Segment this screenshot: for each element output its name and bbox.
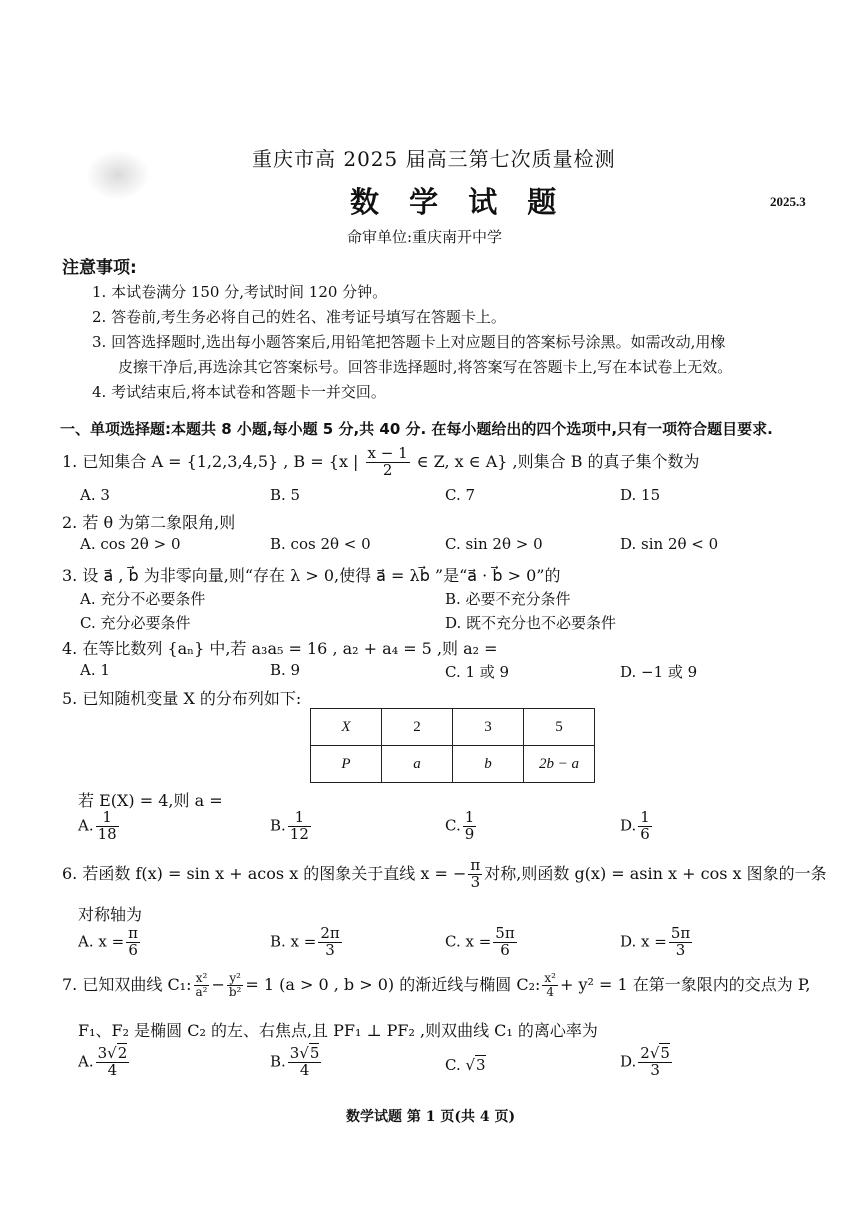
q5-option-b [270, 810, 313, 843]
q7-hyperbola-x-frac [194, 972, 210, 998]
q6-stem-part: 对称,则函数 g(x) = asin x + cos x 图象的一条 [484, 863, 827, 883]
table-cell: 2 [382, 709, 453, 746]
q7-stem-part: = 1 (a > 0 , b > 0) 的渐近线与椭圆 C₂: [245, 975, 541, 994]
option-label: A. [78, 816, 94, 835]
q2-option-c: C. sin 2θ > 0 [445, 535, 543, 553]
radicand: 5 [660, 1044, 670, 1062]
coef: 3 [289, 1044, 300, 1062]
q3-option-d: D. 既不充分也不必要条件 [445, 614, 617, 632]
frac-den: 6 [500, 940, 510, 959]
question-2-stem: 2. 若 θ 为第二象限角,则 [62, 513, 236, 532]
option-fraction [638, 1046, 672, 1079]
q7-ellipse-frac [542, 972, 558, 998]
radicand: 3 [476, 1056, 486, 1074]
frac-den: 18 [97, 824, 117, 843]
table-cell: 2b − a [524, 746, 595, 783]
option-label: D. [620, 1052, 637, 1071]
q4-option-b: B. 9 [270, 661, 301, 679]
q5-option-a [78, 810, 121, 843]
q7-option-d [620, 1046, 674, 1079]
frac-num: 2π [320, 924, 340, 942]
option-fraction [126, 926, 140, 959]
q7-option-a [78, 1046, 131, 1079]
section-heading: 一、单项选择题:本题共 8 小题,每小题 5 分,共 40 分. 在每小题给出的四个选项中,只有一项符合题目要求. [60, 420, 773, 438]
table-cell: b [453, 746, 524, 783]
option-fraction [318, 926, 341, 959]
radicand: 2 [117, 1044, 128, 1062]
q2-option-d: D. sin 2θ < 0 [620, 535, 719, 553]
frac-den: 9 [464, 824, 475, 843]
table-cell: X [311, 709, 382, 746]
page-footer: 数学试题 第 1 页(共 4 页) [346, 1109, 516, 1125]
frac-den: 3 [470, 872, 481, 891]
q5-option-d [620, 810, 654, 843]
q4-option-d: D. −1 或 9 [620, 663, 698, 681]
question-5-stem: 5. 已知随机变量 X 的分布列如下: [62, 689, 302, 708]
q5-condition: 若 E(X) = 4,则 a = [78, 791, 223, 810]
q3-option-c: C. 充分必要条件 [80, 614, 191, 632]
q1-option-a: A. 3 [80, 486, 110, 504]
option-label: B. [270, 1052, 286, 1071]
table-cell: 5 [524, 709, 595, 746]
option-fraction [493, 926, 516, 959]
table-row [311, 709, 595, 746]
q4-option-c: C. 1 或 9 [445, 663, 510, 681]
frac-num: π [128, 924, 139, 942]
frac-num: 3√5 [289, 1044, 320, 1062]
frac-num: x² [544, 971, 556, 986]
option-fraction [638, 810, 652, 843]
exam-date: 2025.3 [770, 194, 806, 209]
q7-option-c: C. √3 [445, 1056, 486, 1074]
frac-den: 4 [107, 1060, 118, 1079]
q1-option-c: C. 7 [445, 486, 476, 504]
frac-num: 1 [640, 808, 650, 826]
option-label: C. [445, 1056, 461, 1074]
q1-frac-den: 2 [382, 460, 393, 479]
frac-den: 4 [299, 1060, 310, 1079]
setter-unit: 命审单位:重庆南开中学 [347, 228, 503, 246]
question-6-stem [62, 858, 827, 891]
option-label: C. x = [445, 932, 492, 951]
q2-option-a: A. cos 2θ > 0 [80, 535, 181, 553]
q4-option-a: A. 1 [80, 661, 110, 679]
subject-title: 数 学 试 题 [350, 185, 567, 219]
distribution-table [310, 708, 595, 783]
notice-item: 1. 本试卷满分 150 分,考试时间 120 分钟。 [92, 283, 388, 301]
frac-num: x² [194, 972, 210, 986]
frac-den: 3 [325, 940, 335, 959]
frac-num: 1 [464, 808, 475, 826]
frac-den: 6 [640, 824, 650, 843]
q7-stem-cont: F₁、F₂ 是椭圆 C₂ 的左、右焦点,且 PF₁ ⊥ PF₂ ,则双曲线 C₁ 的离心率为 [78, 1021, 598, 1040]
frac-den: a² [195, 985, 208, 999]
notice-item: 2. 答卷前,考生务必将自己的姓名、准考证号填写在答题卡上。 [92, 308, 506, 326]
notice-item: 皮擦干净后,再选涂其它答案标号。回答非选择题时,将答案写在答题卡上,写在本试卷上无效。 [118, 358, 733, 376]
option-fraction [463, 810, 477, 843]
q6-fraction [468, 858, 482, 891]
question-3-stem: 3. 设 a⃗ , b⃗ 为非零向量,则“存在 λ > 0,使得 a⃗ = λb⃗ ”是“a⃗ · b⃗ > 0”的 [62, 566, 561, 585]
q3-option-a: A. 充分不必要条件 [80, 590, 206, 608]
coef: 2 [640, 1044, 650, 1062]
option-label: A. [78, 1052, 94, 1071]
frac-num: 1 [288, 810, 311, 827]
frac-den: b² [228, 985, 242, 999]
table-cell: a [382, 746, 453, 783]
q5-option-c [445, 810, 478, 843]
q1-stem-part: 1. 已知集合 A = {1,2,3,4,5} , B = {x | [62, 451, 364, 471]
notice-heading: 注意事项: [62, 258, 137, 278]
notice-item: 4. 考试结束后,将本试卷和答题卡一并交回。 [92, 383, 386, 401]
question-7-stem [62, 972, 810, 999]
option-label: D. [620, 816, 637, 835]
option-label: C. [445, 816, 461, 835]
q7-option-b [270, 1046, 323, 1079]
frac-num: 2√5 [640, 1044, 670, 1062]
q1-option-b: B. 5 [270, 486, 301, 504]
q6-option-b [270, 926, 344, 959]
q2-option-b: B. cos 2θ < 0 [270, 535, 371, 553]
option-fraction [96, 1046, 130, 1079]
q1-frac-num: x − 1 [367, 444, 408, 462]
frac-den: 3 [650, 1060, 660, 1079]
frac-den: 12 [289, 824, 309, 843]
coef: 3 [97, 1044, 108, 1062]
q6-option-a [78, 926, 142, 959]
option-label: B. x = [270, 932, 317, 951]
question-1-stem [62, 446, 700, 479]
radicand: 5 [309, 1044, 320, 1062]
q1-stem-part: ∈ Z, x ∈ A} ,则集合 B 的真子集个数为 [411, 451, 700, 471]
table-cell: P [311, 746, 382, 783]
frac-den: 3 [675, 940, 686, 959]
frac-num: y² [227, 972, 244, 986]
frac-num: π [470, 856, 481, 874]
q1-option-d: D. 15 [620, 486, 661, 504]
q6-stem-cont: 对称轴为 [78, 905, 143, 924]
notice-item: 3. 回答选择题时,选出每小题答案后,用铅笔把答题卡上对应题目的答案标号涂黑。如需改动,用橡 [92, 333, 726, 351]
frac-den: 4 [546, 985, 555, 999]
q7-stem-part: + y² = 1 在第一象限内的交点为 P, [559, 975, 811, 994]
question-4-stem: 4. 在等比数列 {aₙ} 中,若 a₃a₅ = 16 , a₂ + a₄ = 5 ,则 a₂ = [62, 639, 498, 658]
option-fraction [669, 926, 692, 959]
option-fraction [288, 810, 311, 843]
option-label: D. x = [620, 932, 667, 951]
q6-stem-part: 6. 若函数 f(x) = sin x + acos x 的图象关于直线 x = − [62, 863, 467, 883]
option-label: B. [270, 816, 286, 835]
scan-smudge [86, 150, 150, 200]
q7-hyperbola-y-frac [227, 972, 244, 998]
q3-option-b: B. 必要不充分条件 [445, 590, 571, 608]
frac-num: 5π [495, 924, 515, 942]
frac-num: 5π [670, 924, 691, 942]
q6-option-c [445, 926, 519, 959]
q1-fraction [366, 446, 410, 479]
q7-minus: − [211, 975, 225, 994]
q6-option-d [620, 926, 694, 959]
option-label: A. x = [78, 932, 125, 951]
q7-stem-part: 7. 已知双曲线 C₁: [62, 975, 192, 994]
frac-den: 6 [128, 940, 138, 959]
table-cell: 3 [453, 709, 524, 746]
frac-num: 3√2 [97, 1044, 128, 1062]
frac-num: 1 [96, 810, 119, 827]
option-fraction [96, 810, 119, 843]
exam-title: 重庆市高 2025 届高三第七次质量检测 [252, 147, 616, 171]
option-fraction [288, 1046, 322, 1079]
table-row [311, 746, 595, 783]
